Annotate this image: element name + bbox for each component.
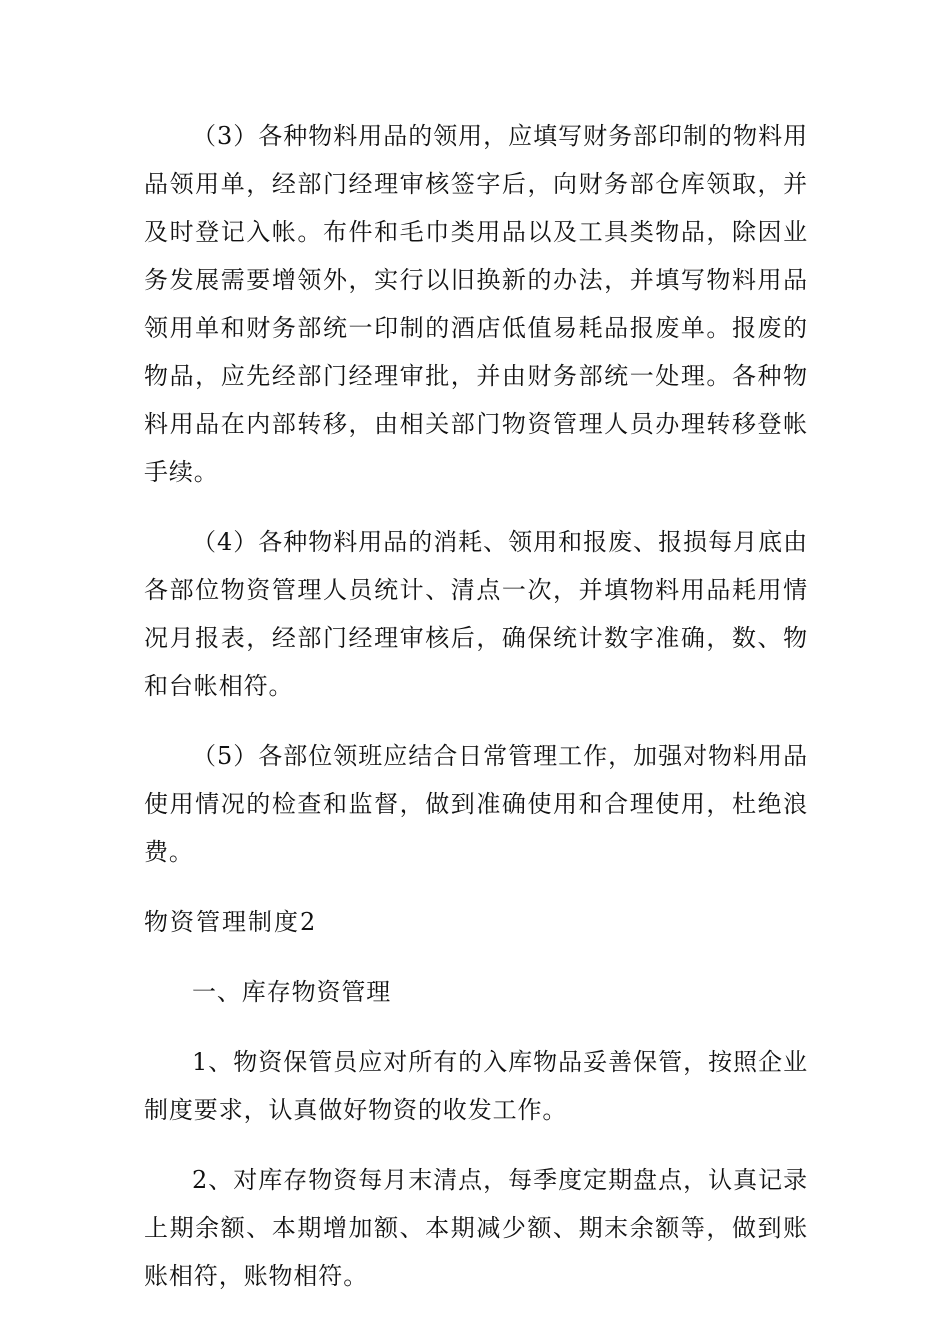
paragraph-4: （4）各种物料用品的消耗、领用和报废、报损每月底由各部位物资管理人员统计、清点一次，并填物料用品耗用情况月报表，经部门经理审核后，确保统计数字准确，数、物和台帐相符。 — [144, 528, 808, 700]
document-body — [144, 112, 808, 1300]
list-item-2: 2、对库存物资每月末清点，每季度定期盘点，认真记录上期余额、本期增加额、本期减少额、期末余额等，做到账账相符，账物相符。 — [144, 1166, 808, 1290]
list-item-1: 1、物资保管员应对所有的入库物品妥善保管，按照企业制度要求，认真做好物资的收发工作。 — [144, 1048, 808, 1124]
section-title: 物资管理制度2 — [144, 908, 318, 936]
subsection-title: 一、库存物资管理 — [192, 978, 392, 1006]
paragraph-3: （3）各种物料用品的领用，应填写财务部印制的物料用品领用单，经部门经理审核签字后，向财务部仓库领取，并及时登记入帐。布件和毛巾类用品以及工具类物品，除因业务发展需要增领外，实行以旧换新的办法，并填写物料用品领用单和财务部统一印制的酒店低值易耗品报废单。报废的物品，应先经部门经理审批，并由财务部统一处理。各种物料用品在内部转移，由相关部门物资管理人员办理转移登帐手续。 — [144, 122, 808, 486]
paragraph-5: （5）各部位领班应结合日常管理工作，加强对物料用品使用情况的检查和监督，做到准确使用和合理使用，杜绝浪费。 — [144, 742, 808, 866]
